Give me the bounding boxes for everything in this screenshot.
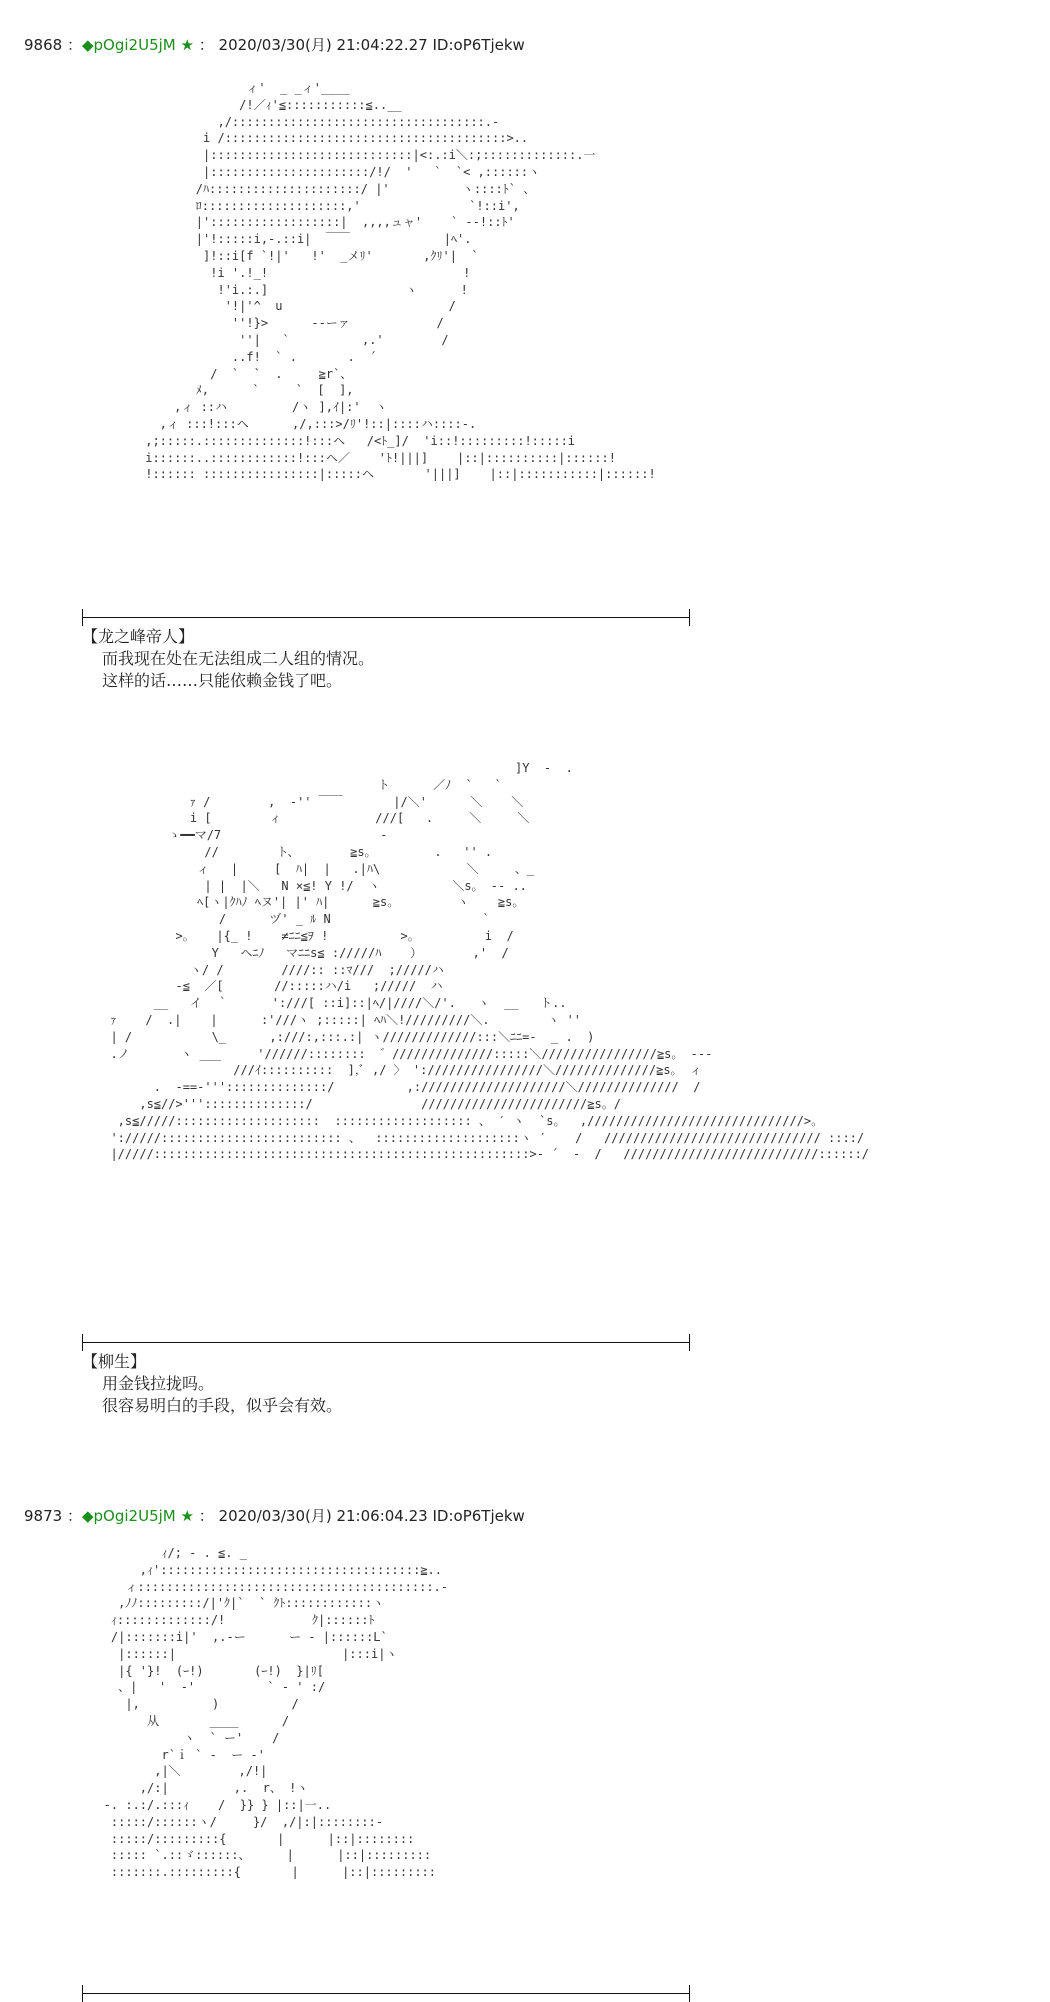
trip-code[interactable]: pOgi2U5jM bbox=[93, 36, 176, 54]
sep-colon: ： bbox=[198, 1507, 214, 1525]
sep-colon: ： bbox=[198, 36, 214, 54]
dialog-block bbox=[82, 626, 374, 692]
separator-colon: ： bbox=[66, 36, 82, 54]
post-number: 9873 bbox=[24, 1507, 63, 1525]
post-header bbox=[24, 1505, 525, 1526]
ascii-art-scene: ]Y - . ト ／ﾉ ` ` ｧ / , ‐'' ￣￣ |/＼' ＼ ＼ i [ ィ ///[ . ＼ ＼ ゝ━━マ/7 - // ト、 ≧s。 . '' . ィ | [ ﾊ| | .|ﾊ\ ＼ 、_ | | |＼ N ×≦! Y !/ ヽ ＼s。 -- .. ﾍ[ヽ|ｸﾊﾉ ﾍヌ'| |' ﾊ| ≧s。 ヽ ≧s。 / ヅ' _ ﾙ N ` >。 |{_ ! ≠ﾆﾆ≦ｦ ! >。 i / Y ヘﾆﾉ マﾆﾆs≦ ://///ﾊ ） ,' / ヽ/ / ////:: ::ﾏ/// ;/////ハ ‐≦ ／[ //:::::ハ/i ;///// ハ __ イ ｀ ':///[ ::i]::|ﾍ/|////＼/'. ヽ __ ト.. ｧ / .| | :'///ヽ ;:::::| ﾍﾊ＼!/////////＼. ヽ '' | / \_ ,:///:,:::.:| ヽ/////////////:::＼ﾆﾆ=- _ . ) .ノ ヽ ___ '//////:::::::: ゛//////////////:::::＼////////////////≧s。 ‐‐‐ ///ｲ:::::::::: ],ﾞ ,/ 〉 ':////////////////＼//////////////≧s。 ィ . -==‐'''::::::::::::::/ ,:////////////////////＼////////////// / ,s≦//>'''::::::::::::::/ ///////////////////////≧s。/ ,s≦/////:::::::::::::::::::: ::::::::::::::::::: 、 ′ ヽ `s。 ,//////////////////////////////>。 '://///::::::::::::::::::::::::: 、 ::::::::::::::::::::ヽ ′ / ////////////////////////////// ::::/ |/////::::::::::::::::::::::::::::::::::::::::::::::::::::>‐ ´ ‐ / ///////////////////////////::::::/ bbox=[110, 761, 870, 1162]
separator-line bbox=[82, 1342, 690, 1343]
diamond-icon: ◆ bbox=[81, 1507, 94, 1525]
ascii-art-portrait: ｨ/; - . ≦. _ ,ｨ'::::::::::::::::::::::::::::::::::::≧.. ィ:::::::::::::::::::::::::::::::::::::::::.- ,ﾉﾉ:::::::::/|'ｸ|` ` ｸﾄ::::::::::::ヽ ｨ:::::::::::::/! ｸ|::::::ﾄ /|:::::::i|' ,.-ー ー - |::::::L` |::::::| |:::i|ヽ |{ '}! (ｰ!) (ｰ!) }|ﾘ[ 、| ' ‐' ` - ' :/ |, ) / 从 ____ / ヽ ` ー' / r`ｉ ` ‐ ー ‐' ,|＼ ,/!| ,/:| ,. r、 !ヽ -. :.:/.:::ｨ / }} } |::|一.. :::::/::::::ヽ/ }/ ,/|:|::::::::- :::::/:::::::::{ | |::|:::::::: ::::: `.::ゞ::::::、 | |::|::::::::: :::::::.:::::::::{ | |::|::::::::: bbox=[103, 1546, 449, 1880]
trip-code[interactable]: pOgi2U5jM bbox=[93, 1507, 176, 1525]
speaker-name: 【柳生】 bbox=[82, 1352, 147, 1371]
separator-line bbox=[82, 617, 690, 618]
dialog-block bbox=[82, 1351, 342, 1417]
post-timestamp: 2020/03/30(月) 21:06:04.23 bbox=[218, 1507, 428, 1525]
post-timestamp: 2020/03/30(月) 21:04:22.27 bbox=[218, 36, 428, 54]
diamond-icon: ◆ bbox=[81, 36, 94, 54]
post-header bbox=[24, 34, 525, 55]
dialog-line: 很容易明白的手段，似乎会有效。 bbox=[102, 1396, 343, 1415]
dialog-line: 而我现在处在无法组成二人组的情况。 bbox=[102, 649, 375, 668]
post-id[interactable]: ID:oP6Tjekw bbox=[432, 36, 525, 54]
separator-colon: ： bbox=[66, 1507, 82, 1525]
speaker-name: 【龙之峰帝人】 bbox=[82, 627, 195, 646]
dialog-line: 用金钱拉拢吗。 bbox=[102, 1374, 215, 1393]
star-icon: ★ bbox=[180, 1507, 194, 1525]
post-id[interactable]: ID:oP6Tjekw bbox=[432, 1507, 525, 1525]
star-icon: ★ bbox=[180, 36, 194, 54]
post-number: 9868 bbox=[24, 36, 63, 54]
dialog-line: 这样的话……只能依赖金钱了吧。 bbox=[102, 671, 343, 690]
separator-line bbox=[82, 1993, 690, 1994]
ascii-art-portrait: ィ' _ _ィ'____ /!／ｨ'≦:::::::::::≦..__ ,/:::::::::::::::::::::::::::::::::::.- i /:::::::::::::::::::::::::::::::::::::::>.. |::::::::::::::::::::::::::::|<:.:i＼:;:::::::::::::.一 |::::::::::::::::::::::/!/ ' ` `< ,::::::ヽ /ﾊ:::::::::::::::::::::/ |' ヽ::::ﾄ` 、 ﾛ::::::::::::::::::::,' `!::i', |'::::::::::::::::::| ,,,,ュャ' ` ‐-!::ﾄ' |'!:::::i,-.::i| ￣￣ |ﾍ'. ]!::i[f `!|' !' _メﾘ' ,ｸﾘ'| ` !i '.!_! ! !'i.:.] ヽ ! '!|'^ u / ''!}> ‐‐ーァ / ''| ` ,.' / ..f! ` . . ´ / ` ` . ≧r`、 ﾒ, ` ` [ ], ,ィ ::ハ /ヽ ],ｲ|:' ヽ ,ィ :::!:::ヘ ,/,:::>/ﾘ'!::|::::ハ::::-. ,;:::::.::::::::::::::!:::ヘ /<ﾄ_]/ 'i::!:::::::::!:::::i i::::::..::::::::::::!:::ヘ／ 'ﾄ!|||] |::|::::::::::|::::::! !:::::: ::::::::::::::::|:::::ヘ '|||] |::|:::::::::::|::::::! bbox=[145, 81, 656, 482]
